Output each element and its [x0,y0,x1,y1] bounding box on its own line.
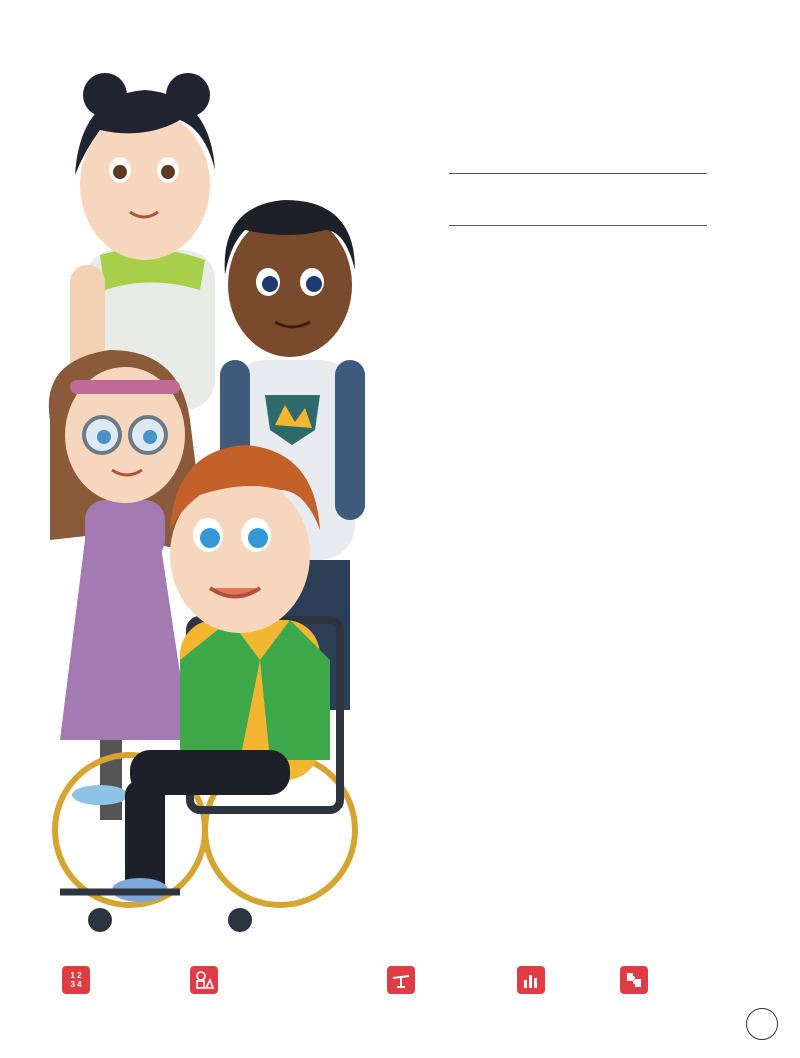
table-of-contents [393,126,741,230]
dotted-leader [449,173,707,174]
page-number [746,1008,778,1040]
legend-spatial [190,966,224,994]
children-illustration [30,60,370,950]
toc-entry-2-14[interactable] [393,126,741,178]
legend-strip [62,966,762,1000]
puzzle-icon [620,966,648,994]
shapes-icon [190,966,218,994]
bar-chart-icon [517,966,545,994]
numbers-icon: 1 2 3 4 [62,966,90,994]
scales-icon [387,966,415,994]
legend-counting [62,966,96,994]
toc-entry-2-15[interactable] [393,178,741,230]
dotted-leader [449,225,707,226]
legend-problems [620,966,654,994]
legend-measure [387,966,421,994]
legend-data [517,966,551,994]
